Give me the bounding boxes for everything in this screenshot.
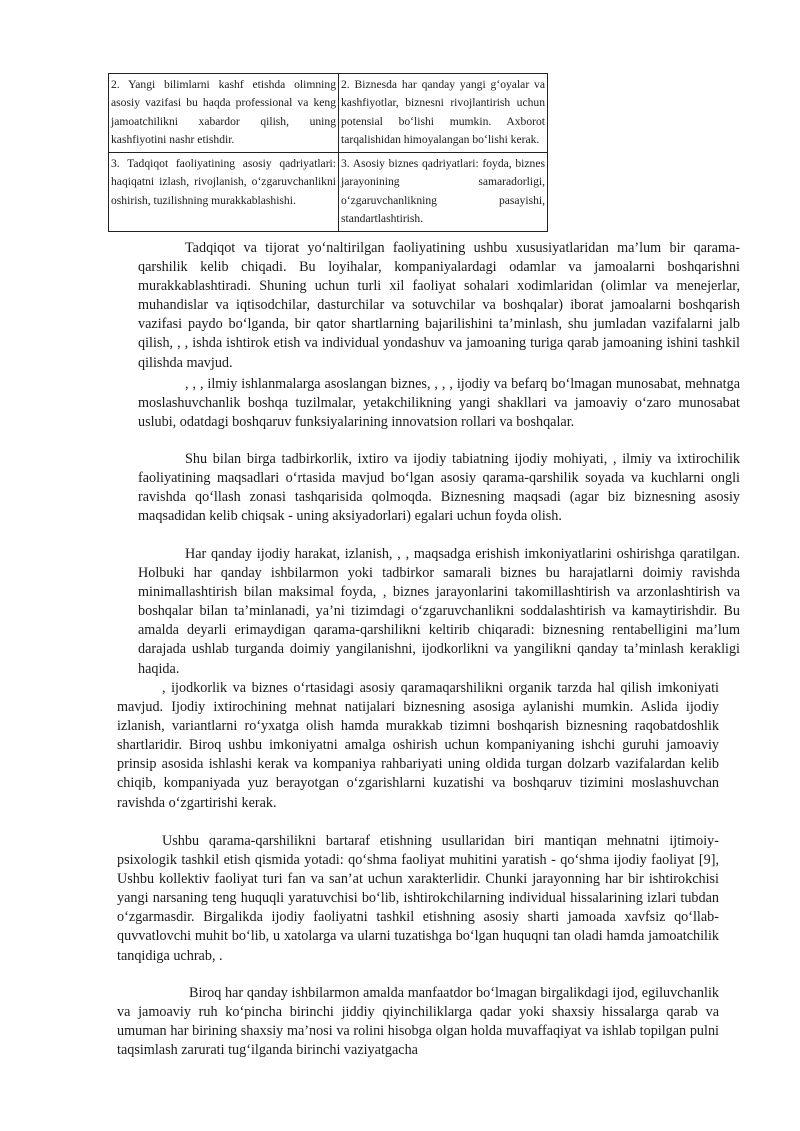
body-paragraph: Ushbu qarama-qarshilikni bartaraf etishning usullaridan biri mantiqan mehnatni ijtimoiy-psixologik tashkil etish qismida yotadi: qo‘shma faoliyat muhitini yaratish - qo‘shma ijodiy faoliyat [9], Ushbu kollektiv faoliyat turi fan va san’at uchun xarakterlidir. Chunki jarayonning har bir ishtirokchisi yangi narsaning teng huquqli yaratuvchisi bo‘lib, ishtirokchilarning individual hissalarining izlari tubdan o‘zgarmasdir. Birgalikda ijodiy faoliyatni tashkil etishning asosiy sharti jamoada xavfsiz qo‘llab-quvvatlovchi muhit bo‘lib, u xatolarga va ularni tuzatishga bo‘lgan huquqni tan oladi hamda jamoatchilik tanqidiga uchrab, .	[117, 833, 719, 964]
table-row	[109, 74, 548, 153]
table-cell-science: 3. Tadqiqot faoliyatining asosiy qadriyatlari: haqiqatni izlash, rivojlanish, o‘zgaruvchanlikni oshirish, tuzilishning murakkablashishi.	[109, 153, 339, 232]
body-paragraph: Biroq har qanday ishbilarmon amalda manfaatdor bo‘lmagan birgalikdagi ijod, egiluvchanlik va jamoaviy ruh ko‘pincha birinchi jiddiy qiyinchiliklarga qadar yoki shaxsiy hissalarga qarab va umuman har birining shaxsiy ma’nosi va rolini hisobga olgan holda muvaffaqiyat va ishlab topilgan pulni taqsimlash zarurati tug‘ilganda birinchi vaziyatgacha	[117, 985, 719, 1059]
table-row	[109, 153, 548, 232]
table-cell-business: 3. Asosiy biznes qadriyatlari: foyda, biznes jarayonining samaradorligi, o‘zgaruvchanlikning pasayishi, standartlashtirish.	[339, 153, 548, 232]
comparison-table	[108, 73, 548, 232]
body-paragraph: Shu bilan birga tadbirkorlik, ixtiro va ijodiy tabiatning ijodiy mohiyati, , ilmiy va ixtirochilik faoliyatining maqsadlari o‘rtasida mavjud bo‘lgan asosiy qarama-qarshilik soyada va kuchlarni ongli ravishda qo‘llash zonasi tashqarisida qolmoqda. Biznesning maqsadi (agar biz biznesning asosiy maqsadidan kelib chiqsak - uning aksiyadorlari) egalari uchun foyda olish.	[138, 451, 740, 525]
body-paragraph: , , , ilmiy ishlanmalarga asoslangan biznes, , , , ijodiy va befarq bo‘lmagan munosabat, mehnatga moslashuvchanlik boshqa tuzilmalar, yetakchilikning yangi shakllari va jamoaviy o‘zaro munosabat uslubi, odatdagi boshqaruv funksiyalarining innovatsion rollari va boshqalar.	[138, 376, 740, 431]
table-cell-business: 2. Biznesda har qanday yangi g‘oyalar va kashfiyotlar, biznesni rivojlantirish uchun potensial bo‘lishi mumkin. Axborot tarqalishidan himoyalangan bo‘lishi kerak.	[339, 74, 548, 153]
table-cell-science: 2. Yangi bilimlarni kashf etishda olimning asosiy vazifasi bu haqda professional va keng jamoatchilikni xabardor qilish, uning kashfiyotini nashr etishdir.	[109, 74, 339, 153]
body-paragraph: , ijodkorlik va biznes o‘rtasidagi asosiy qaramaqarshilikni organik tarzda hal qilish imkoniyati mavjud. Ijodiy ixtirochining mehnat natijalari biznesning asosiga aylanishi mumkin. Aslida ijodiy izlanish, variantlarni ro‘yxatga olish hamda murakkab tizimni boshqarish biznesning raqobatdoshlik shartlaridir. Biroq ushbu imkoniyatni amalga oshirish uchun kompaniyaning ishchi guruhi jamoaviy prinsip asosida ishlashi kerak va kompaniya rahbariyati uning oldida turgan dolzarb vazifalardan kelib chiqib, kompaniyada yuz berayotgan o‘zgarishlarni kuzatishi va boshqaruv tizimini moslashuvchan ravishda o‘zgartirishi kerak.	[117, 680, 719, 811]
body-paragraph: Tadqiqot va tijorat yo‘naltirilgan faoliyatining ushbu xususiyatlaridan ma’lum bir qarama-qarshilik kelib chiqadi. Bu loyihalar, kompaniyalardagi odamlar va jamoalarni boshqarishni murakkablashtiradi. Shuning uchun turli xil faoliyat sohalari xodimlaridan (olimlar va menejerlar, muhandislar va iqtisodchilar, dasturchilar va sotuvchilar va boshqalar) iborat jamoalarni boshqarish vazifasi paydo bo‘lganda, bir qator shartlarning bajarilishini ta’minlash, shu jumladan vazifalarni jalb qilish, , , ishda ishtirok etish va individual yondashuv va jamoaning turiga qarab jamoaning ishini tashkil qilishda mavjud.	[138, 240, 740, 371]
body-paragraph: Har qanday ijodiy harakat, izlanish, , , maqsadga erishish imkoniyatlarini oshirishga qaratilgan. Holbuki har qanday ishbilarmon yoki tadbirkor samarali biznes bu harajatlarni doimiy ravishda minimallashtirish bilan maksimal foyda, , biznes jarayonlarini takomillashtirish va arzonlashtirish va boshqalar bilan ta’minlanadi, ya’ni tizimdagi o‘zgaruvchanlikni soddalashtirish va kamaytirishdir. Bu amalda deyarli erimaydigan qarama-qarshilikni keltirib chiqaradi: biznesning rentabelligini ma’lum darajada ushlab turganda doimiy yangilanishni, ijodkorlikni va yangilikni qanday ta’minlash kerakligi haqida.	[138, 546, 740, 677]
